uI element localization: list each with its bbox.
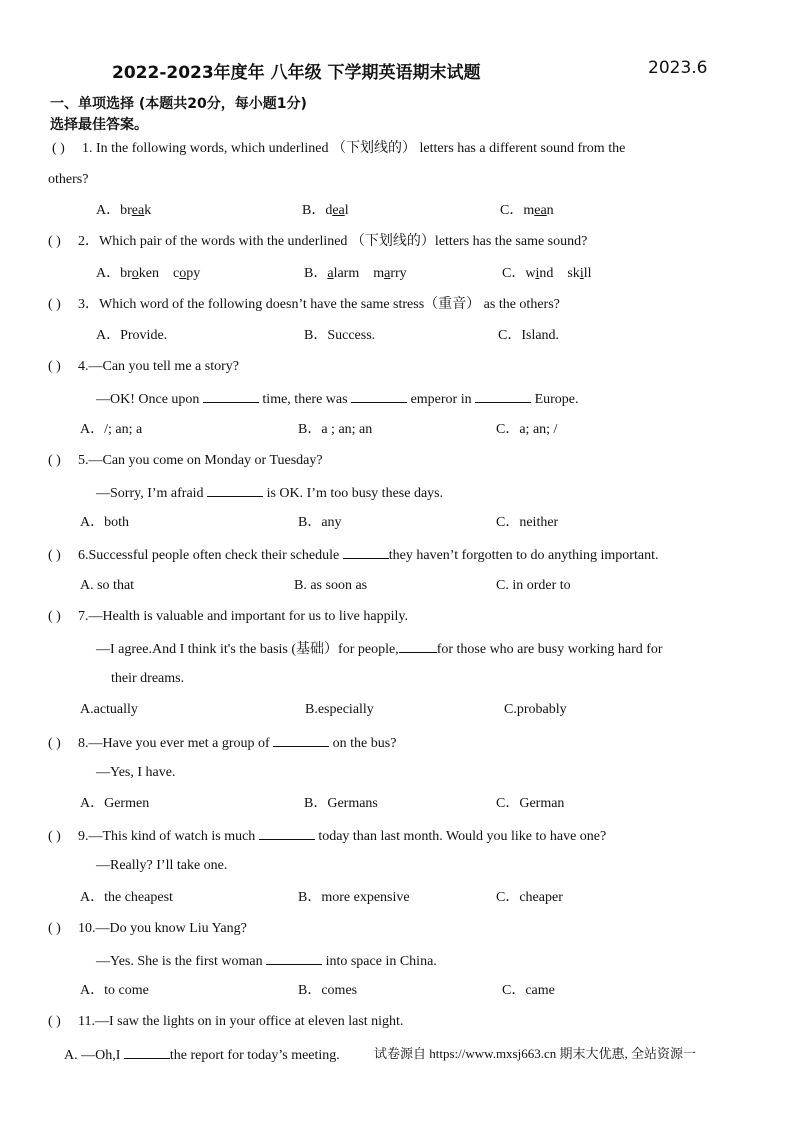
q8-option-a[interactable]: A．Germen: [80, 796, 150, 811]
q6-option-a[interactable]: A. so that: [80, 578, 135, 593]
answer-blank[interactable]: [207, 483, 263, 497]
section-instruction: 选择最佳答案。: [50, 117, 148, 133]
question-10-reply: —Yes. She is the first woman into space in China.: [96, 951, 437, 971]
q1-option-b[interactable]: B．deal: [302, 203, 349, 218]
answer-bracket[interactable]: ( ): [48, 736, 61, 751]
question-7-dialogue-cont: their dreams.: [111, 671, 185, 686]
q1-option-a[interactable]: A．break: [96, 203, 152, 218]
q3-option-b[interactable]: B．Success.: [304, 328, 376, 343]
answer-blank[interactable]: [351, 389, 407, 403]
q6-option-c[interactable]: C. in order to: [496, 578, 571, 593]
q3-option-c[interactable]: C．Island.: [498, 328, 560, 343]
exam-date: 2023.6: [648, 58, 708, 78]
source-watermark: 试卷源自 https://www.mxsj663.cn 期末大优惠, 全站资源一: [374, 1046, 696, 1061]
q5-option-c[interactable]: C．neither: [496, 515, 559, 530]
answer-bracket[interactable]: ( ): [48, 829, 61, 844]
q2-option-a[interactable]: A．broken copy: [96, 266, 201, 281]
question-5: [48, 452, 323, 470]
question-5-dialogue: —Sorry, I’m afraid is OK. I’m too busy these days.: [96, 483, 443, 503]
q3-option-a[interactable]: A．Provide.: [96, 328, 168, 343]
q5-option-b[interactable]: B．any: [298, 515, 342, 530]
answer-blank[interactable]: [124, 1045, 170, 1059]
question-11: [48, 1013, 403, 1031]
exam-title-row: [0, 58, 794, 84]
question-11-option-line: A. —Oh,I the report for today’s meeting.: [64, 1045, 340, 1065]
q10-option-b[interactable]: B．comes: [298, 983, 358, 998]
question-8-reply: —Yes, I have.: [96, 765, 176, 780]
question-4: [48, 358, 239, 376]
answer-blank[interactable]: [273, 733, 329, 747]
q4-option-c[interactable]: C．a; an; /: [496, 422, 558, 437]
q5-option-a[interactable]: A．both: [80, 515, 129, 530]
answer-blank[interactable]: [343, 545, 389, 559]
q8-option-c[interactable]: C．German: [496, 796, 565, 811]
q10-option-a[interactable]: A．to come: [80, 983, 149, 998]
q4-option-b[interactable]: B．a ; an; an: [298, 422, 373, 437]
q10-option-c[interactable]: C．came: [502, 983, 555, 998]
question-6: ( ) 6.Successful people often check their schedule they haven’t forgotten to do anything important.: [48, 545, 658, 565]
answer-blank[interactable]: [475, 389, 531, 403]
answer-blank[interactable]: [203, 389, 259, 403]
answer-bracket[interactable]: ( ): [48, 453, 61, 468]
answer-bracket[interactable]: ( ): [48, 297, 61, 312]
answer-bracket[interactable]: ( ): [52, 141, 65, 156]
question-stem: 5.—Can you come on Monday or Tuesday?: [78, 453, 323, 468]
question-stem: 3．Which word of the following doesn’t have the same stress（重音） as the others?: [78, 297, 560, 312]
q6-option-b[interactable]: B. as soon as: [294, 578, 368, 593]
question-10: [48, 920, 247, 938]
question-1: [52, 140, 625, 158]
q8-option-b[interactable]: B．Germans: [304, 796, 378, 811]
answer-bracket[interactable]: ( ): [48, 234, 61, 249]
question-stem: 1. In the following words, which underlined （下划线的） letters has a different sound from the: [82, 141, 626, 156]
section-heading: 一、单项选择 (本题共20分，每小题1分): [50, 96, 307, 112]
question-3: [48, 296, 560, 314]
q4-option-a[interactable]: A．/; an; a: [80, 422, 143, 437]
question-8: ( ) 8.—Have you ever met a group of on the bus?: [48, 733, 396, 753]
answer-blank[interactable]: [399, 639, 437, 653]
q7-option-a[interactable]: A.actually: [80, 702, 138, 717]
question-stem: 2．Which pair of the words with the underlined （下划线的）letters has the same sound?: [78, 234, 588, 249]
question-9: ( ) 9.—This kind of watch is much today than last month. Would you like to have one?: [48, 826, 606, 846]
answer-bracket[interactable]: ( ): [48, 921, 61, 936]
question-stem: 10.—Do you know Liu Yang?: [78, 921, 247, 936]
q2-option-c[interactable]: C．wind skill: [502, 266, 592, 281]
question-2: [48, 233, 587, 251]
question-4-dialogue: —OK! Once upon time, there was emperor in Europe.: [96, 389, 579, 409]
q7-option-c[interactable]: C.probably: [504, 702, 567, 717]
answer-bracket[interactable]: ( ): [48, 548, 61, 563]
q9-option-a[interactable]: A．the cheapest: [80, 890, 173, 905]
answer-bracket[interactable]: ( ): [48, 1014, 61, 1029]
q9-option-c[interactable]: C．cheaper: [496, 890, 563, 905]
question-1-stem-cont: others?: [48, 172, 89, 187]
question-stem: 7.—Health is valuable and important for us to live happily.: [78, 609, 408, 624]
question-stem: 4.—Can you tell me a story?: [78, 359, 239, 374]
answer-bracket[interactable]: ( ): [48, 359, 61, 374]
q7-option-b[interactable]: B.especially: [305, 702, 374, 717]
question-7: [48, 608, 408, 626]
question-9-reply: —Really? I’ll take one.: [96, 858, 228, 873]
exam-title: 2022-2023年度年 八年级 下学期英语期末试题: [112, 63, 481, 83]
q1-option-c[interactable]: C．mean: [500, 203, 554, 218]
answer-blank[interactable]: [266, 951, 322, 965]
answer-blank[interactable]: [259, 826, 315, 840]
q9-option-b[interactable]: B．more expensive: [298, 890, 410, 905]
question-7-dialogue: —I agree.And I think it's the basis (基础）for people, for those who are busy working hard for: [96, 639, 663, 659]
question-stem: 11.—I saw the lights on in your office at eleven last night.: [78, 1014, 404, 1029]
q2-option-b[interactable]: B．alarm marry: [304, 266, 407, 281]
answer-bracket[interactable]: ( ): [48, 609, 61, 624]
